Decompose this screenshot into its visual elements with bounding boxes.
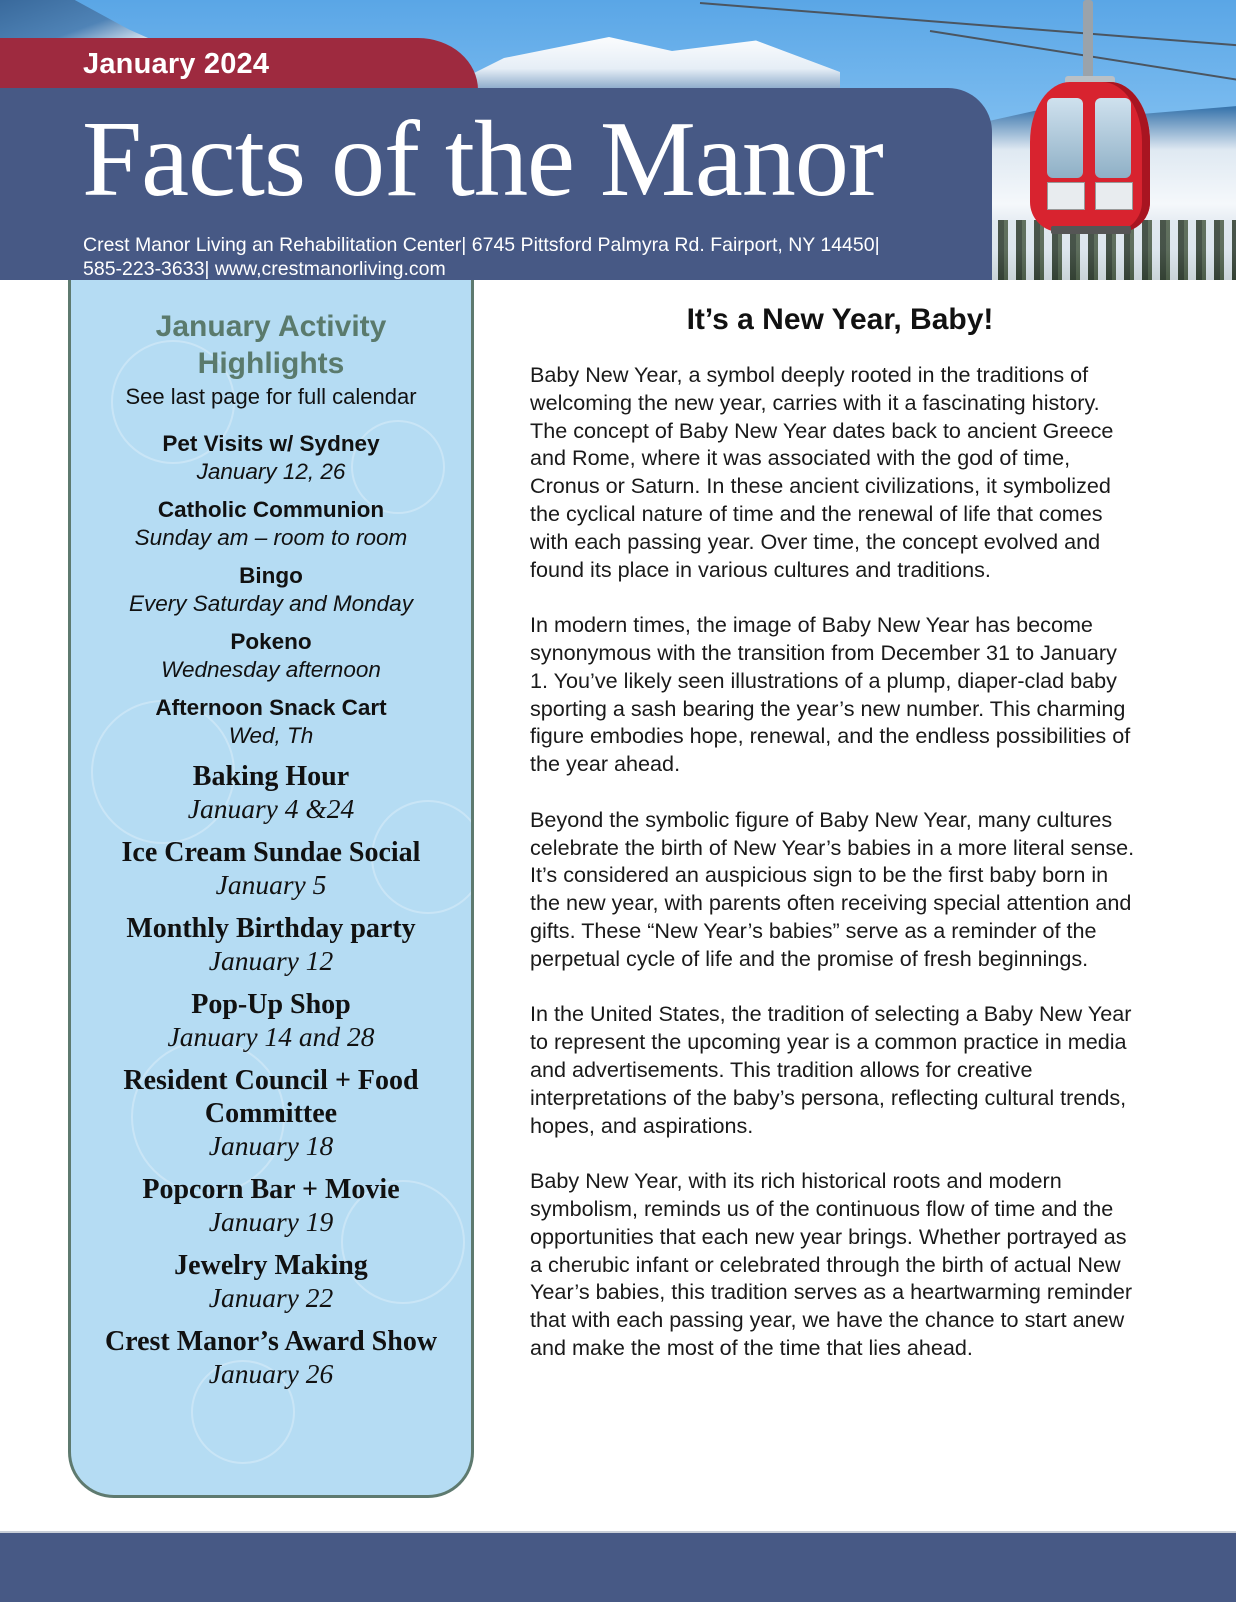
newsletter-title: Facts of the Manor xyxy=(82,100,883,219)
event-item xyxy=(71,1249,471,1314)
address-line-2: 585-223-3633| www,crestmanorliving.com xyxy=(83,258,446,280)
address-line-1: Crest Manor Living an Rehabilitation Center| 6745 Pittsford Palmyra Rd. Fairport, NY 14450| xyxy=(83,234,880,256)
event-item xyxy=(71,628,471,683)
event-item xyxy=(71,988,471,1053)
issue-date: January 2024 xyxy=(83,48,270,80)
event-date: January 12 xyxy=(208,945,334,976)
event-name: Popcorn Bar + Movie xyxy=(142,1174,400,1205)
article-paragraph: Baby New Year, a symbol deeply rooted in the traditions of welcoming the new year, carries with it a fascinating history. The concept of Baby New Year dates back to ancient Greece and Rome, where it was associated with the god of time, Cronus or Saturn. In these ancient civilizations, it symbolized the cyclical nature of time and the renewal of life that comes with each passing year. Over time, the concept evolved and found its place in various cultures and traditions. xyxy=(530,362,1114,582)
event-date: January 18 xyxy=(208,1130,334,1161)
event-date: Wednesday afternoon xyxy=(161,657,381,682)
event-item xyxy=(71,1325,471,1390)
event-date: January 26 xyxy=(208,1358,334,1389)
event-list xyxy=(71,430,471,1390)
event-item xyxy=(71,836,471,901)
article-paragraph: In the United States, the tradition of selecting a Baby New Year to represent the upcoming year is a common practice in media and advertisements. This tradition allows for creative interpretations of the baby’s persona, reflecting cultural trends, hopes, and aspirations. xyxy=(530,1001,1132,1138)
event-name: Resident Council + Food Committee xyxy=(123,1065,419,1129)
event-name: Bingo xyxy=(239,563,303,588)
sidebar-title-line: Highlights xyxy=(197,347,345,380)
sidebar-title xyxy=(71,308,471,382)
event-date: January 19 xyxy=(208,1206,334,1237)
event-date: Sunday am – room to room xyxy=(134,525,408,550)
event-name: Ice Cream Sundae Social xyxy=(121,837,421,868)
contact-address xyxy=(83,233,993,281)
event-name: Monthly Birthday party xyxy=(126,913,416,944)
activity-highlights-box xyxy=(68,280,474,1498)
event-item xyxy=(71,760,471,825)
event-name: Pet Visits w/ Sydney xyxy=(162,431,380,456)
footer-band xyxy=(0,1531,1236,1602)
event-item xyxy=(71,496,471,551)
event-name: Jewelry Making xyxy=(174,1250,368,1281)
event-name: Crest Manor’s Award Show xyxy=(104,1326,438,1357)
gondola-cable xyxy=(700,2,1236,48)
event-item xyxy=(71,1173,471,1238)
event-date: Wed, Th xyxy=(228,723,314,748)
event-name: Afternoon Snack Cart xyxy=(155,695,387,720)
event-name: Pop-Up Shop xyxy=(191,989,351,1020)
event-date: January 5 xyxy=(215,869,327,900)
event-item xyxy=(71,430,471,485)
event-item xyxy=(71,562,471,617)
gondola-cabin-icon xyxy=(1025,0,1155,245)
event-date: January 14 and 28 xyxy=(167,1021,375,1052)
event-date: Every Saturday and Monday xyxy=(129,591,413,616)
article-paragraph: Baby New Year, with its rich historical roots and modern symbolism, reminds us of the continuous flow of time and the opportunities that each new year brings. Whether portrayed as a cherubic infant or celebrated through the birth of actual New Year’s babies, this tradition serves as a heartwarming reminder that with each passing year, we have the chance to start anew and make the most of the time that lies ahead. xyxy=(530,1168,1133,1360)
article-body xyxy=(530,361,1140,1389)
event-item xyxy=(71,912,471,977)
event-item xyxy=(71,694,471,749)
event-name: Catholic Communion xyxy=(157,497,385,522)
event-date: January 4 &24 xyxy=(187,793,355,824)
event-name: Pokeno xyxy=(230,629,312,654)
article-paragraph: Beyond the symbolic figure of Baby New Year, many cultures celebrate the birth of New Year’s babies in a more literal sense. It’s considered an auspicious sign to be the first baby born in the new year, with parents often receiving special attention and gifts. These “New Year’s babies” serve as a reminder of the perpetual cycle of life and the promise of fresh beginnings. xyxy=(530,806,1135,971)
article-title: It’s a New Year, Baby! xyxy=(686,303,994,336)
event-name: Baking Hour xyxy=(192,761,350,792)
sidebar-subtitle: See last page for full calendar xyxy=(125,384,417,409)
sidebar-title-line: January Activity xyxy=(155,310,387,343)
event-date: January 22 xyxy=(208,1282,334,1313)
event-item xyxy=(71,1064,471,1162)
article-paragraph: In modern times, the image of Baby New Year has become synonymous with the transition from December 31 to January 1. You’ve likely seen illustrations of a plump, diaper-clad baby sporting a sash bearing the year’s new number. This charming figure embodies hope, renewal, and the endless possibilities of the year ahead. xyxy=(530,612,1131,777)
event-date: January 12, 26 xyxy=(196,459,346,484)
